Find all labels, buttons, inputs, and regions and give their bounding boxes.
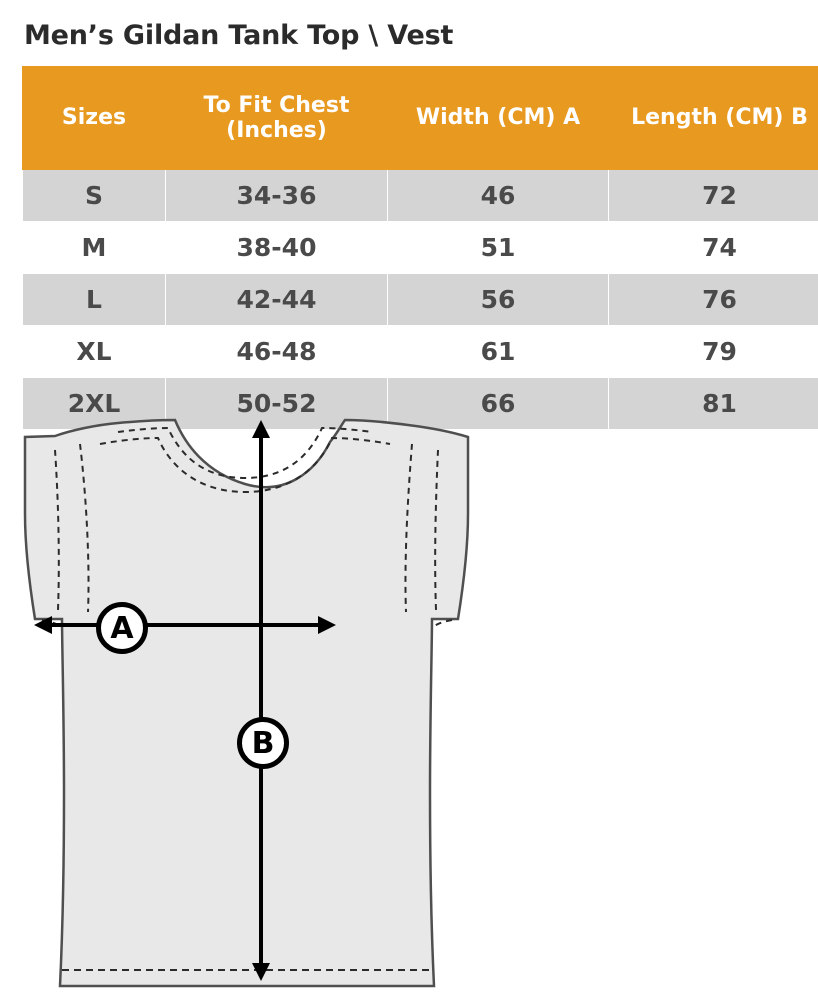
cell-size: L <box>23 274 166 326</box>
tank-top-outline <box>25 420 468 986</box>
column-header-chest: To Fit Chest (Inches) <box>166 67 388 170</box>
cell-length: 79 <box>609 326 818 378</box>
table-row <box>23 222 818 274</box>
table-row <box>23 170 818 222</box>
cell-width: 66 <box>388 378 609 430</box>
tank-top-illustration <box>25 420 468 986</box>
table-body <box>23 170 818 430</box>
cell-chest: 34-36 <box>166 170 388 222</box>
column-header-width: Width (CM) A <box>388 67 609 170</box>
column-header-length: Length (CM) B <box>609 67 818 170</box>
page-title: Men’s Gildan Tank Top \ Vest <box>24 20 454 51</box>
right-armhole-stitch <box>432 620 452 628</box>
table-row <box>23 274 818 326</box>
column-header-sizes: Sizes <box>23 67 166 170</box>
cell-length: 74 <box>609 222 818 274</box>
cell-chest: 42-44 <box>166 274 388 326</box>
cell-length: 81 <box>609 378 818 430</box>
cell-width: 46 <box>388 170 609 222</box>
cell-width: 51 <box>388 222 609 274</box>
cell-size: 2XL <box>23 378 166 430</box>
table-row <box>23 326 818 378</box>
cell-chest: 38-40 <box>166 222 388 274</box>
cell-chest: 46-48 <box>166 326 388 378</box>
cell-length: 72 <box>609 170 818 222</box>
garment-diagram <box>0 414 818 1007</box>
cell-chest: 50-52 <box>166 378 388 430</box>
cell-size: S <box>23 170 166 222</box>
cell-size: M <box>23 222 166 274</box>
table-header <box>23 67 818 170</box>
table-header-row <box>23 67 818 170</box>
measure-label-b: B <box>237 717 289 769</box>
cell-width: 56 <box>388 274 609 326</box>
cell-length: 76 <box>609 274 818 326</box>
size-chart-table <box>22 66 818 430</box>
cell-width: 61 <box>388 326 609 378</box>
cell-size: XL <box>23 326 166 378</box>
measure-label-a: A <box>96 602 148 654</box>
